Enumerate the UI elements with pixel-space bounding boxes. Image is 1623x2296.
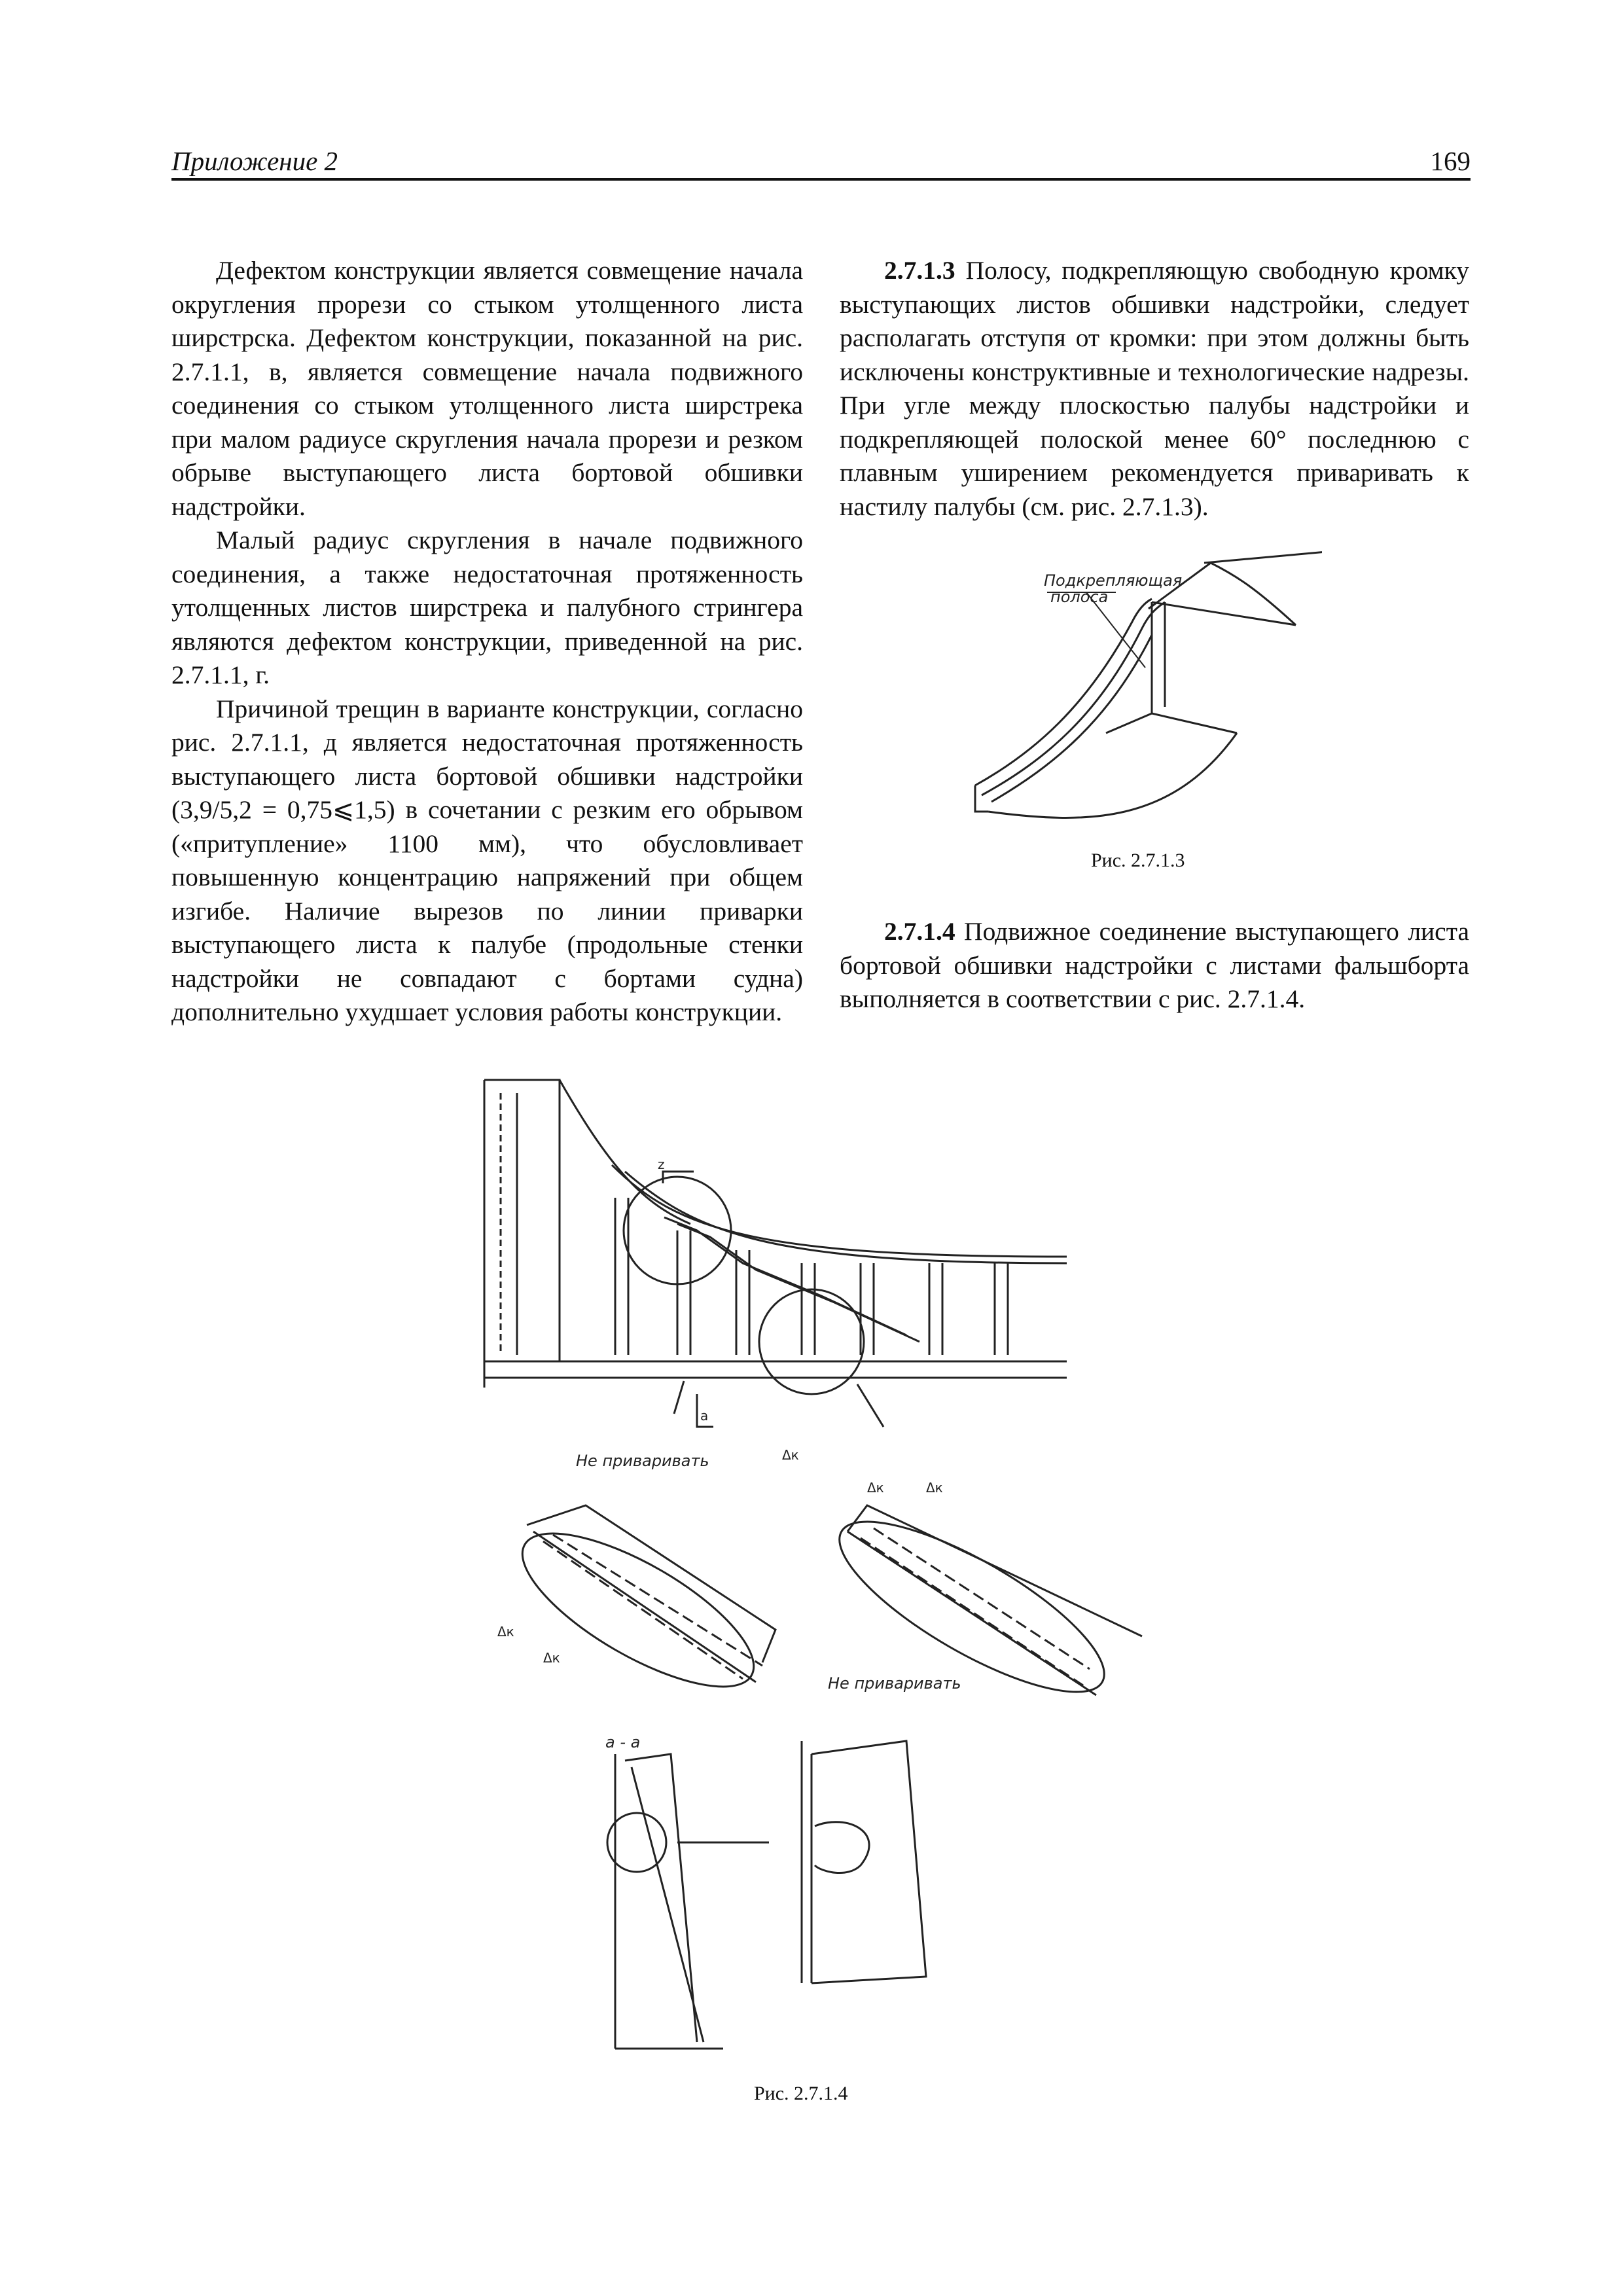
paragraph: Малый радиус скругления в начале подвижного соединения, а также недостаточная протяженность утолщенных листов ширстрека и палубного стрингера являются дефектом конструкции, приведенной на рис. 2.7.1.1, г. — [171, 526, 803, 689]
right-column-top — [840, 254, 1469, 524]
page-header — [171, 144, 1471, 181]
right-column-bottom — [840, 915, 1469, 1016]
paragraph: Дефектом конструкции является совмещение начала округления прорези со стыком утолщенного листа ширстрска. Дефектом конструкции, показанной на рис. 2.7.1.1, в, является совмещение начала подвижного соединения со стыком утолщенного листа ширстрека при малом радиусе скругления начала прорези и резком обрыве выступающего листа бортовой обшивки надстройки. — [171, 256, 803, 521]
figure-2-7-1-4-drawing — [481, 1073, 1162, 2081]
paragraph: Причиной трещин в варианте конструкции, согласно рис. 2.7.1.1, д является недостаточная протяженность выступающего листа бортовой обшивки надстройки (3,9/5,2 = 0,75⩽1,5) в сочетании с резким его обрывом («притупление» 1100 мм), что обусловливает повышенную концентрацию напряжений при общем изгибе. Наличие вырезов по линии приварки выступающего листа к палубе (продольные стенки надстройки не совпадают с бортами судна) дополнительно ухудшает условия работы конструкции. — [171, 694, 803, 1026]
left-column — [171, 254, 803, 1030]
running-title: Приложение 2 — [171, 146, 338, 176]
dk-label: Δк — [926, 1480, 943, 1496]
figure-caption: Рис. 2.7.1.4 — [754, 2083, 848, 2104]
section-2-7-1-3 — [840, 254, 1469, 524]
section-number: 2.7.1.4 — [884, 917, 955, 946]
no-weld-label: Не приваривать — [828, 1674, 961, 1693]
figure-2-7-1-4 — [481, 1073, 1162, 2081]
figure-2-7-1-3-drawing — [955, 537, 1322, 831]
page-number: 169 — [1430, 146, 1471, 176]
dk-label: Δк — [497, 1624, 514, 1640]
dk-label: Δк — [867, 1480, 884, 1496]
figure-caption: Рис. 2.7.1.3 — [1091, 850, 1185, 871]
figure-2-7-1-3 — [955, 537, 1322, 831]
dk-label: Δк — [782, 1447, 799, 1463]
strip-label-line2: полоса — [1050, 588, 1109, 606]
no-weld-label: Не приваривать — [576, 1452, 709, 1470]
label-z: z — [658, 1157, 665, 1172]
section-text: Подвижное соединение выступающего листа бортовой обшивки надстройки с листами фальшборта выполняется в соответствии с рис. 2.7.1.4. — [840, 917, 1469, 1013]
section-text: Полосу, подкрепляющую свободную кромку выступающих листов обшивки надстройки, следует располагать отступя от кромки: при этом должны быть исключены конструктивные и технологические надрезы. При угле между плоскостью палубы надстройки и подкрепляющей полоской менее 60° последнюю с плавным уширением рекомендуется приваривать к настилу палубы (см. рис. 2.7.1.3). — [840, 256, 1469, 521]
dk-label: Δк — [543, 1650, 560, 1666]
label-a: a — [700, 1408, 709, 1424]
section-2-7-1-4 — [840, 915, 1469, 1016]
strip-label-line1: Подкрепляющая — [1044, 571, 1183, 590]
section-number: 2.7.1.3 — [884, 256, 955, 285]
section-label: a - a — [605, 1733, 641, 1751]
